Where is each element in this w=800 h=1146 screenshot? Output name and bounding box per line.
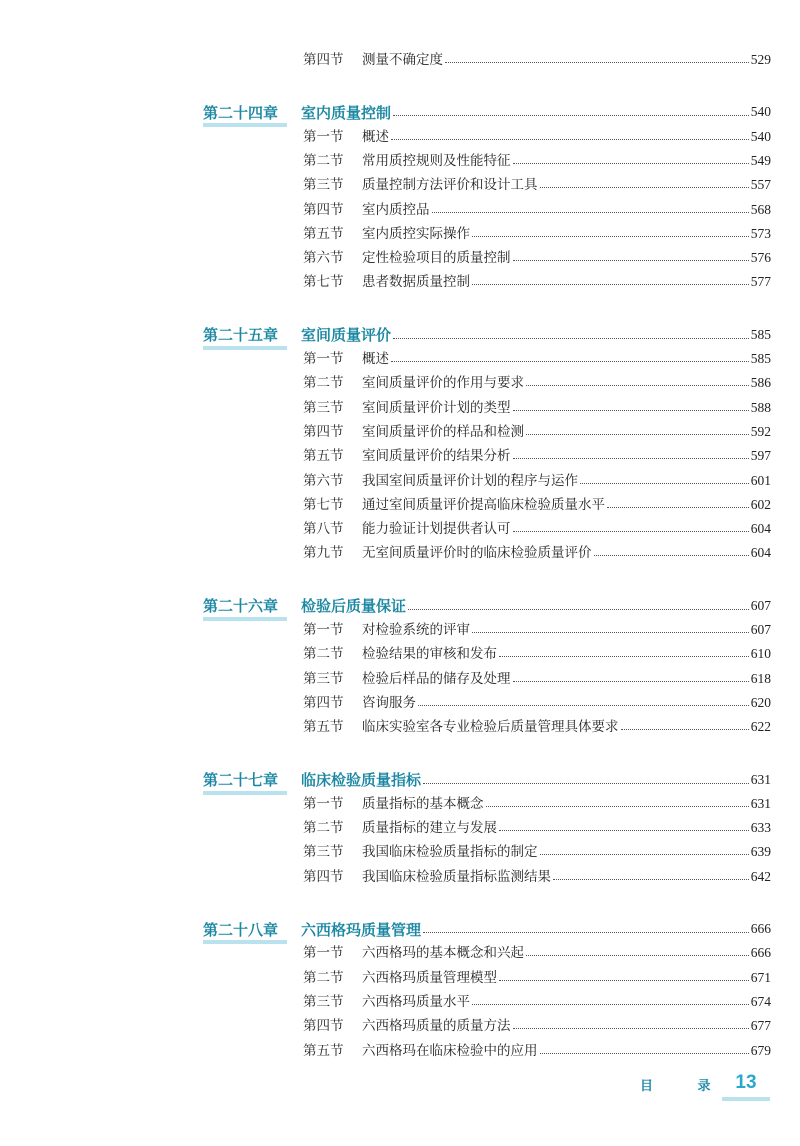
- chapter-title: 检验后质量保证: [301, 597, 407, 616]
- toc-entry[interactable]: [303, 49, 771, 71]
- section-page-number: 577: [750, 274, 771, 290]
- chapter-title: 室内质量控制: [301, 103, 392, 122]
- section-title: 室内质控实际操作: [362, 225, 470, 242]
- toc-entry[interactable]: [303, 668, 771, 690]
- toc-entry[interactable]: [303, 445, 771, 467]
- footer-underline: [722, 1097, 770, 1101]
- section-number: 第四节: [303, 52, 344, 68]
- chapter-heading[interactable]: [203, 100, 771, 124]
- section-page-number: 639: [750, 844, 771, 860]
- section-title: 概述: [362, 128, 389, 145]
- section-page-number: 631: [750, 795, 771, 811]
- dot-leader: [526, 433, 749, 435]
- section-page-number: 592: [750, 423, 771, 439]
- section-title: 测量不确定度: [362, 52, 443, 68]
- section-title: 质量指标的建立与发展: [362, 820, 497, 837]
- chapter-heading[interactable]: [203, 323, 771, 347]
- dot-leader: [553, 878, 749, 880]
- section-title: 我国室间质量评价计划的程序与运作: [362, 472, 578, 489]
- dot-leader: [423, 782, 749, 784]
- page-number: 13: [735, 1072, 757, 1093]
- section-title: 定性检验项目的质量控制: [362, 250, 511, 267]
- chapter-number: 第二十四章: [203, 103, 279, 122]
- chapter-title: 临床检验质量指标: [301, 771, 422, 789]
- section-title: 室间质量评价的样品和检测: [362, 423, 524, 440]
- dot-leader: [445, 61, 749, 63]
- section-number: 第六节: [303, 250, 344, 267]
- section-page-number: 576: [750, 250, 771, 266]
- dot-leader: [513, 1027, 749, 1029]
- section-page-number: 604: [750, 545, 771, 561]
- chapter-number: 第二十五章: [203, 326, 279, 345]
- toc-entry[interactable]: [303, 223, 771, 245]
- section-number: 第三节: [303, 993, 344, 1010]
- chapter-underline: [203, 791, 287, 795]
- section-title: 质量指标的基本概念: [362, 795, 484, 812]
- chapter-underline: [203, 346, 287, 350]
- section-number: 第二节: [303, 646, 344, 663]
- chapter-underline: [203, 123, 287, 127]
- dot-leader: [540, 1052, 749, 1054]
- dot-leader: [472, 1003, 749, 1005]
- dot-leader: [594, 554, 749, 556]
- toc-entry[interactable]: [303, 247, 771, 269]
- dot-leader: [607, 506, 749, 508]
- toc-entry[interactable]: [303, 348, 771, 370]
- chapter-page-number: 666: [750, 921, 771, 936]
- toc-entry[interactable]: [303, 126, 771, 148]
- section-page-number: 618: [750, 670, 771, 686]
- section-page-number: 597: [750, 448, 771, 464]
- section-number: 第四节: [303, 868, 344, 885]
- section-number: 第一节: [303, 622, 344, 638]
- dot-leader: [621, 728, 749, 730]
- section-page-number: 604: [750, 521, 771, 537]
- section-number: 第七节: [303, 274, 344, 291]
- toc-entry[interactable]: [303, 470, 771, 492]
- footer-label: 目 录: [640, 1079, 731, 1094]
- toc-entry[interactable]: [303, 542, 771, 564]
- toc-entry[interactable]: [303, 494, 771, 516]
- toc-entry[interactable]: [303, 793, 771, 815]
- dot-leader: [418, 704, 749, 706]
- section-page-number: 607: [750, 622, 771, 637]
- section-title: 检验后样品的储存及处理: [362, 670, 511, 687]
- section-page-number: 602: [750, 496, 771, 512]
- chapter-number: 第二十七章: [203, 771, 279, 789]
- section-page-number: 679: [750, 1042, 771, 1058]
- section-page-number: 674: [750, 993, 771, 1009]
- section-number: 第五节: [303, 225, 344, 242]
- dot-leader: [472, 283, 749, 285]
- section-number: 第四节: [303, 694, 344, 711]
- dot-leader: [432, 211, 749, 213]
- section-page-number: 677: [750, 1018, 771, 1034]
- section-title: 能力验证计划提供者认可: [362, 521, 511, 538]
- dot-leader: [513, 530, 749, 532]
- chapter-number: 第二十六章: [203, 597, 279, 616]
- dot-leader: [423, 931, 749, 933]
- section-title: 概述: [362, 351, 389, 367]
- dot-leader: [408, 608, 749, 610]
- section-number: 第五节: [303, 719, 344, 736]
- toc-entry[interactable]: [303, 1015, 771, 1037]
- toc-entry[interactable]: [303, 397, 771, 419]
- toc-entry[interactable]: [303, 199, 771, 221]
- section-number: 第六节: [303, 472, 344, 489]
- toc-entry[interactable]: [303, 716, 771, 738]
- toc-entry[interactable]: [303, 942, 771, 964]
- section-number: 第一节: [303, 128, 344, 145]
- toc-entry[interactable]: [303, 991, 771, 1013]
- dot-leader: [391, 138, 749, 140]
- toc-entry[interactable]: [303, 518, 771, 540]
- toc-entry[interactable]: [303, 967, 771, 989]
- toc-entry[interactable]: [303, 372, 771, 394]
- section-title: 检验结果的审核和发布: [362, 646, 497, 663]
- section-number: 第二节: [303, 152, 344, 169]
- section-title: 对检验系统的评审: [362, 622, 470, 638]
- chapter-heading[interactable]: [203, 594, 771, 618]
- chapter-heading[interactable]: [203, 768, 771, 792]
- dot-leader: [513, 680, 749, 682]
- section-title: 六西格玛质量的质量方法: [362, 1018, 511, 1035]
- section-title: 室内质控品: [362, 201, 430, 218]
- toc-entry[interactable]: [303, 150, 771, 172]
- section-number: 第三节: [303, 844, 344, 861]
- section-number: 第二节: [303, 820, 344, 837]
- dot-leader: [513, 457, 749, 459]
- dot-leader: [391, 360, 749, 362]
- dot-leader: [513, 162, 749, 164]
- section-number: 第四节: [303, 201, 344, 218]
- section-title: 临床实验室各专业检验后质量管理具体要求: [362, 719, 619, 736]
- section-number: 第一节: [303, 351, 344, 367]
- section-title: 室间质量评价的结果分析: [362, 448, 511, 465]
- dot-leader: [513, 259, 749, 261]
- section-number: 第四节: [303, 1018, 344, 1035]
- toc-entry[interactable]: [303, 421, 771, 443]
- chapter-page-number: 631: [750, 771, 771, 787]
- toc-entry[interactable]: [303, 619, 771, 641]
- section-title: 六西格玛质量管理模型: [362, 969, 497, 986]
- section-page-number: 671: [750, 969, 771, 985]
- section-page-number: 620: [750, 694, 771, 710]
- section-page-number: 573: [750, 225, 771, 241]
- section-page-number: 585: [750, 351, 771, 366]
- toc-entry[interactable]: [303, 1040, 771, 1062]
- chapter-heading[interactable]: [203, 917, 771, 941]
- dot-leader: [526, 384, 749, 386]
- toc-entry[interactable]: [303, 271, 771, 293]
- toc-entry[interactable]: [303, 692, 771, 714]
- dot-leader: [499, 979, 749, 981]
- section-page-number: 610: [750, 646, 771, 662]
- section-number: 第五节: [303, 1042, 344, 1059]
- section-page-number: 642: [750, 868, 771, 884]
- dot-leader: [526, 954, 749, 956]
- section-title: 患者数据质量控制: [362, 274, 470, 291]
- section-page-number: 568: [750, 201, 771, 217]
- section-page-number: 633: [750, 820, 771, 836]
- dot-leader: [513, 409, 749, 411]
- section-number: 第七节: [303, 496, 344, 513]
- toc-entry[interactable]: [303, 817, 771, 839]
- section-number: 第一节: [303, 945, 344, 962]
- section-number: 第三节: [303, 399, 344, 416]
- section-title: 六西格玛在临床检验中的应用: [362, 1042, 538, 1059]
- section-title: 我国临床检验质量指标监测结果: [362, 868, 551, 885]
- section-number: 第二节: [303, 969, 344, 986]
- section-title: 无室间质量评价时的临床检验质量评价: [362, 545, 592, 562]
- toc-entry[interactable]: [303, 841, 771, 863]
- chapter-underline: [203, 940, 287, 944]
- dot-leader: [540, 853, 749, 855]
- dot-leader: [486, 805, 749, 807]
- section-title: 咨询服务: [362, 694, 416, 711]
- chapter-title: 六西格玛质量管理: [301, 920, 422, 939]
- section-number: 第三节: [303, 670, 344, 687]
- dot-leader: [540, 186, 749, 188]
- section-number: 第三节: [303, 177, 344, 194]
- chapter-underline: [203, 617, 287, 621]
- section-title: 六西格玛的基本概念和兴起: [362, 945, 524, 962]
- section-page-number: 586: [750, 375, 771, 391]
- section-title: 我国临床检验质量指标的制定: [362, 844, 538, 861]
- section-page-number: 666: [750, 945, 771, 961]
- section-title: 质量控制方法评价和设计工具: [362, 177, 538, 194]
- dot-leader: [580, 482, 749, 484]
- toc-entry[interactable]: [303, 866, 771, 888]
- dot-leader: [393, 337, 749, 339]
- toc-entry[interactable]: [303, 643, 771, 665]
- section-page-number: 549: [750, 152, 771, 168]
- chapter-number: 第二十八章: [203, 920, 279, 939]
- dot-leader: [499, 829, 749, 831]
- section-page-number: 601: [750, 472, 771, 488]
- section-title: 室间质量评价计划的类型: [362, 399, 511, 416]
- dot-leader: [393, 114, 749, 116]
- chapter-page-number: 607: [750, 597, 771, 613]
- toc-entry[interactable]: [303, 174, 771, 196]
- dot-leader: [472, 235, 749, 237]
- section-title: 六西格玛质量水平: [362, 993, 470, 1010]
- section-number: 第九节: [303, 545, 344, 562]
- section-title: 室间质量评价的作用与要求: [362, 375, 524, 392]
- section-title: 通过室间质量评价提高临床检验质量水平: [362, 496, 605, 513]
- chapter-page-number: 585: [750, 326, 771, 342]
- section-page-number: 622: [750, 719, 771, 735]
- dot-leader: [472, 631, 749, 633]
- section-title: 常用质控规则及性能特征: [362, 152, 511, 169]
- dot-leader: [499, 655, 749, 657]
- section-number: 第五节: [303, 448, 344, 465]
- chapter-page-number: 540: [750, 104, 771, 120]
- section-page-number: 529: [750, 52, 771, 67]
- section-number: 第八节: [303, 521, 344, 538]
- section-page-number: 540: [750, 128, 771, 144]
- section-number: 第二节: [303, 375, 344, 392]
- section-number: 第四节: [303, 423, 344, 440]
- section-page-number: 557: [750, 177, 771, 193]
- section-number: 第一节: [303, 795, 344, 812]
- section-page-number: 588: [750, 399, 771, 415]
- chapter-title: 室间质量评价: [301, 326, 392, 345]
